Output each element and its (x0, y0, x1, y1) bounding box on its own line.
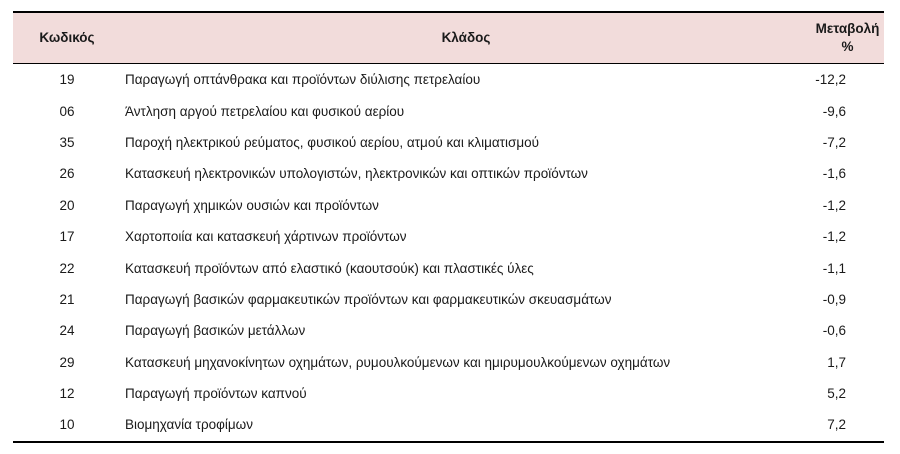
cell-change: 7,2 (811, 409, 884, 441)
cell-sector: Παραγωγή οπτάνθρακα και προϊόντων διύλισης πετρελαίου (125, 72, 481, 88)
cell-change: -1,2 (822, 197, 846, 213)
cell-code: 20 (59, 197, 75, 213)
table-row (13, 409, 884, 441)
table-header (13, 12, 884, 64)
cell-change: -7,2 (822, 134, 846, 150)
cell-change: 5,2 (827, 386, 846, 402)
cell-sector: Παραγωγή βασικών φαρμακευτικών προϊόντων και φαρμακευτικών σκευασμάτων (125, 291, 612, 307)
cell-change: -9,6 (822, 103, 846, 119)
cell-change: -0,9 (822, 291, 846, 307)
header-change-line2: % (841, 39, 854, 54)
cell-change: -0,6 (822, 323, 846, 339)
header-code: Κωδικός (13, 12, 121, 64)
table-row (13, 378, 884, 409)
cell-code: 29 (59, 354, 75, 370)
table-row (13, 158, 884, 189)
cell-code: 10 (13, 409, 121, 441)
cell-code: 06 (59, 103, 75, 119)
table-row (13, 127, 884, 158)
table-row (13, 190, 884, 221)
cell-sector: Βιομηχανία τροφίμων (121, 409, 811, 441)
cell-sector: Χαρτοποιία και κατασκευή χάρτινων προϊόντων (125, 229, 407, 245)
cell-code: 21 (59, 291, 75, 307)
sector-change-table-container (13, 11, 884, 443)
cell-code: 22 (59, 260, 75, 276)
header-sector: Κλάδος (121, 12, 811, 64)
cell-change: -12,2 (815, 72, 846, 88)
cell-change: -1,2 (822, 229, 846, 245)
header-row (13, 12, 884, 64)
table-row (13, 315, 884, 346)
header-change (811, 12, 884, 64)
cell-sector: Παροχή ηλεκτρικού ρεύματος, φυσικού αερίου, ατμού και κλιματισμού (125, 134, 540, 150)
cell-sector: Παραγωγή προϊόντων καπνού (125, 386, 307, 402)
table-row (13, 221, 884, 252)
cell-sector: Κατασκευή μηχανοκίνητων οχημάτων, ρυμουλκούμενων και ημιρυμουλκούμενων οχημάτων (125, 354, 671, 370)
header-change-line1: Μεταβολή (815, 21, 880, 36)
cell-code: 35 (59, 134, 75, 150)
cell-code: 17 (59, 229, 75, 245)
table-row (13, 284, 884, 315)
table-row (13, 347, 884, 378)
cell-code: 26 (59, 166, 75, 182)
cell-sector: Παραγωγή χημικών ουσιών και προϊόντων (125, 197, 379, 213)
cell-sector: Κατασκευή προϊόντων από ελαστικό (καουτσούκ) και πλαστικές ύλες (125, 260, 534, 276)
cell-sector: Κατασκευή ηλεκτρονικών υπολογιστών, ηλεκτρονικών και οπτικών προϊόντων (125, 166, 588, 182)
table-row (13, 95, 884, 126)
cell-change: -1,1 (822, 260, 846, 276)
cell-change: -1,6 (822, 166, 846, 182)
cell-change: 1,7 (827, 354, 846, 370)
cell-code: 24 (59, 323, 75, 339)
cell-code: 12 (59, 386, 75, 402)
table-row (13, 252, 884, 283)
sector-change-table (13, 11, 884, 443)
table-body (13, 64, 884, 442)
cell-code: 19 (59, 72, 75, 88)
cell-sector: Παραγωγή βασικών μετάλλων (125, 323, 306, 339)
table-row (13, 64, 884, 96)
cell-sector: Άντληση αργού πετρελαίου και φυσικού αερίου (125, 103, 405, 119)
